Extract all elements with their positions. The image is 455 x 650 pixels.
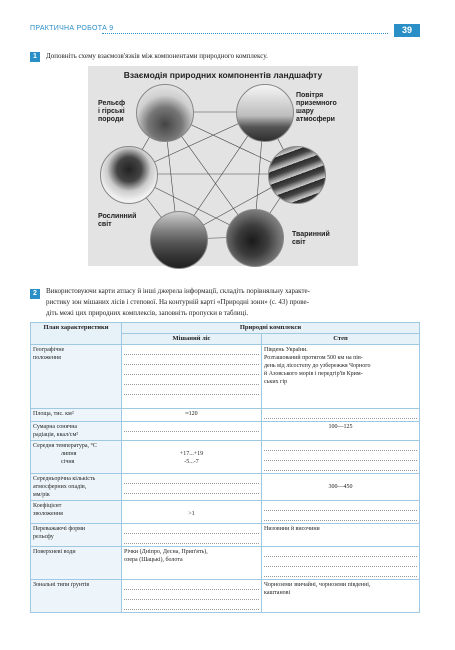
forest-cell-empty[interactable] [122, 474, 262, 501]
header-plan: План характеристики [31, 323, 122, 345]
steppe-cell: 300—450 [262, 474, 420, 501]
table-row [31, 422, 420, 441]
bear-photo [226, 209, 284, 267]
task2-number: 2 [30, 289, 40, 299]
tree-photo [100, 146, 158, 204]
header-title: ПРАКТИЧНА РОБОТА 9 [30, 25, 114, 32]
row-label: Географічне положення [31, 345, 122, 409]
label-animals: Тваринний світ [292, 231, 330, 246]
forest-cell-empty[interactable] [122, 580, 262, 613]
steppe-cell-empty[interactable] [262, 547, 420, 580]
steppe-cell: Низовини й височини [262, 524, 420, 547]
diagram-title: Взаємодія природних компонентів ландшафту [123, 70, 323, 80]
table-row [31, 501, 420, 524]
table-row [31, 345, 420, 409]
table-row [31, 524, 420, 547]
forest-cell: ≈120 [122, 409, 262, 422]
task2-text: Використовуючи карти атласу й інші джерела інформації, складіть порівняльну характе- ристику зон мішаних лісів і степової. На контурній карті «Природні зони» (с. 43) прове- діть межі цих природних комплексів, заповніть пропуски в таблиці. [46, 287, 310, 317]
header-group: Природні комплекси [122, 323, 420, 334]
header-steppe: Степ [262, 334, 420, 345]
row-label: Зональні типи ґрунтів [31, 580, 122, 613]
steppe-cell-empty[interactable] [262, 501, 420, 524]
table-row [31, 409, 420, 422]
row-label: Поверхневі води [31, 547, 122, 580]
task1-number: 1 [30, 52, 40, 62]
table-row [31, 580, 420, 613]
forest-cell-empty[interactable] [122, 345, 262, 409]
page-number: 39 [394, 24, 420, 37]
row-label: Середньорічна кількість атмосферних опадів, мм/рік [31, 474, 122, 501]
steppe-cell: Чорноземи звичайні, чорноземи південні, каштанові [262, 580, 420, 613]
task1-text: Доповніть схему взаємозв'язків між компонентами природного комплексу. [46, 52, 268, 60]
clouds-photo [236, 84, 294, 142]
comparison-table [30, 322, 420, 613]
mountain-photo [136, 84, 194, 142]
label-plants: Рослинний світ [98, 213, 137, 228]
row-label: Середня температура, °С липня січня [31, 441, 122, 474]
header-dots [102, 33, 388, 34]
label-air: Повітря приземного шару атмосфери [296, 92, 337, 123]
table-row [31, 474, 420, 501]
forest-cell: Річки (Дніпро, Десна, Прип'ять), озера (Шацькі), болота [122, 547, 262, 580]
landscape-diagram [88, 66, 358, 266]
steppe-cell: 100—125 [262, 422, 420, 441]
table-row [31, 441, 420, 474]
forest-cell-empty[interactable] [122, 524, 262, 547]
forest-cell-empty[interactable] [122, 422, 262, 441]
steppe-cell: Південь України. Розташований протягом 500 км на пів- день від лісостепу до узбережжя Чорного й Азовського морів і передгір'їв Крим- ських гір [262, 345, 420, 409]
row-label: Коефіцієнт зволоження [31, 501, 122, 524]
row-label: Площа, тис. км² [31, 409, 122, 422]
forest-cell: >1 [122, 501, 262, 524]
label-relief: Рельєф і гірські породи [98, 100, 126, 123]
forest-cell: +17...+19 -5...-7 [122, 441, 262, 474]
steppe-cell-empty[interactable] [262, 409, 420, 422]
row-label: Сумарна сонячна радіація, ккал/см² [31, 422, 122, 441]
header-forest: Мішаний ліс [122, 334, 262, 345]
row-label: Переважаючі форми рельєфу [31, 524, 122, 547]
page-header [30, 24, 420, 38]
steppe-cell-empty[interactable] [262, 441, 420, 474]
table-row [31, 547, 420, 580]
soil-photo [150, 211, 208, 269]
water-photo [268, 146, 326, 204]
